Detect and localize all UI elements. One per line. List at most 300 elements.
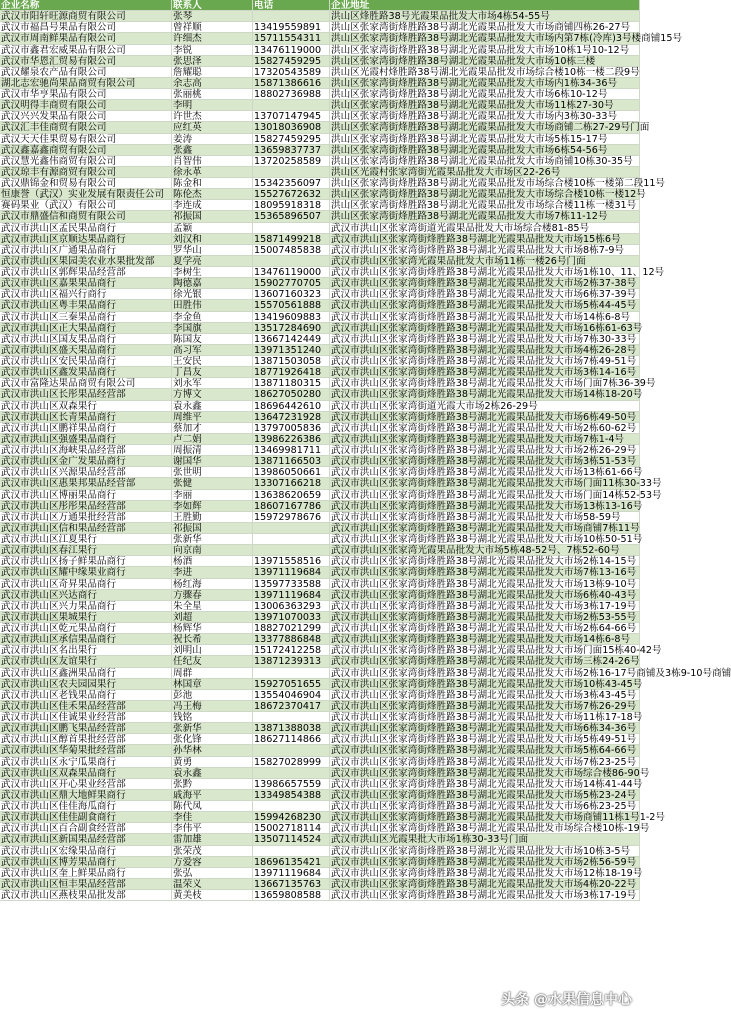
- company-address: 武汉市洪山区张家湾街道光霞果品批发大市场综合楼81-85号: [330, 223, 640, 234]
- table-row: [0, 189, 646, 201]
- table-row: [0, 767, 650, 779]
- phone-number: [253, 846, 330, 857]
- company-address: 武汉市洪山区光霞果批大市场1栋30-33号门面: [330, 834, 640, 845]
- contact-person: 罗华山: [172, 245, 253, 256]
- header-address: 企业地址: [330, 0, 640, 11]
- table-row: [0, 634, 640, 645]
- contact-person: 杨辉华: [172, 623, 253, 634]
- phone-number: [253, 768, 330, 779]
- contact-person: 方骤春: [172, 590, 253, 601]
- company-address: 武汉市洪山区张家湾街烽胜路38号湖北光霞果品批发大市场12栋18-19号: [331, 867, 643, 879]
- company-address: 洪山区张家湾街烽胜路38号湖北光霞果品批发市场综合楼10栋一楼第二段11号: [331, 178, 666, 189]
- company-address: 洪山区光霞村烽胜路38号湖北光霞果品批发市场综合楼10栋一楼二段9号: [331, 66, 640, 78]
- phone-number: 18095918318: [253, 200, 330, 211]
- table-row: [0, 500, 643, 512]
- company-address: 武汉市洪山区张家湾街烽胜路38号湖北光霞果品批发大市场商铺11栋1号1-2号: [331, 812, 666, 824]
- table-row: [0, 200, 640, 211]
- contact-person: 李明: [172, 100, 253, 111]
- contact-person: 张健: [172, 478, 253, 489]
- table-row: [0, 723, 640, 734]
- table-row: [0, 211, 640, 222]
- table-row: [0, 234, 640, 245]
- company-address: 武汉市洪山区张家湾街烽胜路38号湖北光霞果品批发大市场16栋61-63号: [331, 322, 643, 334]
- table-row: [0, 645, 662, 657]
- table-row: [0, 300, 640, 311]
- company-address: 武汉市洪山区张家湾街烽胜路38号湖北光霞果品批发大市场7栋26-29号: [330, 701, 640, 712]
- contact-person: 陈伦杰: [172, 189, 253, 200]
- company-address: 武汉市洪山区张家湾光霞果品批发大市场5栋48-52号、7栋52-60号: [330, 545, 640, 556]
- phone-number: 13647231928: [253, 412, 330, 423]
- table-row: [0, 801, 640, 812]
- phone-number: 13971070033: [253, 612, 330, 623]
- table-row: [0, 245, 640, 256]
- table-row: [0, 757, 640, 768]
- company-name: 武汉市洪山区农夫园园果行: [0, 679, 172, 690]
- company-address: 武汉市洪山区张家湾街烽胜路38号湖北光霞果品批发大市场6栋37-39号: [330, 289, 640, 300]
- company-name: 武汉市洪山区佳诚果业经营部: [0, 712, 172, 723]
- company-address: 武汉市洪山区张家湾街烽胜路38号湖北光霞果品批发大市场2栋60-62号: [330, 423, 640, 434]
- contact-person: 袁永鑫: [172, 768, 253, 779]
- company-name: 武汉市洪山区兴源果品经营部: [0, 467, 172, 478]
- table-row: [0, 67, 640, 78]
- phone-number: 13018036908: [253, 122, 330, 133]
- company-address: 武汉市洪山区张家湾街烽胜路38号湖北光霞果品批发大市场10栋50-51号: [331, 534, 643, 545]
- table-row: [0, 734, 640, 745]
- table-row: [0, 690, 640, 701]
- phone-number: 13797005836: [253, 423, 330, 434]
- company-name: 武汉市洪山区佳禾果品经营部: [0, 701, 172, 712]
- company-name: 武汉市洪山区福兴行商行: [0, 289, 172, 300]
- company-name: 武汉天天佳果贸易有限公司: [0, 134, 172, 145]
- company-address: 洪山区光霞村张家湾街光霞果品批发大市场区22-26号: [330, 167, 640, 178]
- company-address: 武汉市洪山区张家湾街烽胜路38号湖北光霞果品批发大市场6栋34-36号: [330, 723, 640, 734]
- phone-number: 13971119684: [253, 567, 330, 578]
- table-row: [0, 412, 640, 423]
- company-name: 武汉市洪山区果城果行: [0, 612, 172, 623]
- table-row: [0, 423, 640, 434]
- company-address: 洪山区张家湾街烽胜路38号湖北光霞果品批发市场综合楼11栋一楼31号: [330, 200, 640, 211]
- table-row: [0, 156, 640, 167]
- contact-person: 许世杰: [172, 111, 253, 122]
- company-name: 武汉市洪山区佳佳海瓜商行: [0, 801, 172, 812]
- table-row: [0, 256, 640, 267]
- table-row: [0, 45, 640, 56]
- phone-number: 13707147945: [253, 111, 330, 122]
- phone-number: 13377886848: [253, 634, 330, 645]
- contact-person: 杨酒: [172, 556, 253, 567]
- company-address: 武汉市洪山区张家湾街烽胜路38号湖北光霞果品批发大市场6栋40-43号: [330, 590, 640, 601]
- company-name: 武汉市洪山区博丽果品商行: [0, 490, 172, 501]
- company-name: 武汉市洪山区兴达商行: [0, 590, 172, 601]
- table-row: [0, 401, 640, 412]
- phone-number: 13419559891: [253, 22, 330, 33]
- company-name: 武汉市洪山区盛天果品商行: [0, 345, 172, 356]
- contact-person: 袁永鑫: [172, 401, 253, 412]
- phone-number: 13986226386: [253, 434, 330, 445]
- contact-person: 祁振国: [172, 211, 253, 222]
- watermark: 头条 @水果信息中心: [501, 992, 632, 1008]
- company-address: 武汉市洪山区张家湾街烽胜路38号湖北光霞果品批发大市场1栋10、11、12号: [331, 267, 665, 278]
- contact-person: 张丽桃: [172, 89, 253, 100]
- company-name: 湖北志宏驰尚果品商贸有限公司: [0, 78, 172, 89]
- company-name: 武汉市洪山区宏缘果品商行: [0, 846, 172, 857]
- table-row: [0, 356, 640, 367]
- company-address: 武汉市洪山区张家湾街烽胜路38号湖北光霞果品批发大市场4栋20-22号: [330, 879, 640, 890]
- company-address: 武汉市洪山区张家湾街烽胜路38号湖北光霞果品批发大市场门面15栋40-42号: [331, 645, 662, 657]
- company-address: 武汉市洪山区张家湾街烽胜路38号湖北光霞果品批发大市场13栋13-16号: [331, 500, 643, 512]
- company-address: 武汉市洪山区张家湾街烽胜路38号湖北光霞果品批发大市场门面14栋52-53号: [331, 489, 662, 501]
- phone-number: 13667135763: [253, 879, 330, 890]
- table-row: [0, 812, 666, 824]
- company-address: 洪山区烽胜路38号光霞果品批发大市场4栋54-55号: [330, 11, 640, 22]
- contact-person: 周振清: [172, 445, 253, 456]
- phone-number: 13517284690: [253, 323, 330, 334]
- phone-number: 13971119684: [253, 590, 330, 601]
- company-address: 洪山区张家湾街烽胜路38号湖北光霞果品批发大市场内1栋34-36号: [330, 78, 640, 89]
- company-name: 武汉市洪山区安民果品商行: [0, 356, 172, 367]
- header-contact: 联系人: [172, 0, 253, 11]
- contact-person: 林国章: [172, 679, 253, 690]
- company-address: 武汉市洪山区张家湾街烽胜路38号湖北光霞果品批发市场综合楼10栋-19号: [331, 823, 650, 835]
- contact-person: 张思泽: [172, 56, 253, 67]
- contact-person: 温荣义: [172, 879, 253, 890]
- company-name: 武汉市洪山区恒丰果品经营部: [0, 879, 172, 890]
- contact-person: 方爱容: [172, 857, 253, 868]
- company-name: 武汉兴兴发果品有限公司: [0, 111, 172, 122]
- phone-number: 13307166218: [253, 478, 330, 489]
- table-row: [0, 656, 640, 667]
- company-name: 武汉市洪山区永宁瓜果商行: [0, 757, 172, 768]
- phone-number: 18802736988: [253, 89, 330, 100]
- phone-number: 13986657559: [253, 779, 330, 790]
- phone-number: [253, 256, 330, 267]
- contact-person: 张琴: [172, 11, 253, 22]
- contact-person: 李连成: [172, 200, 253, 211]
- phone-number: 18627050280: [253, 389, 330, 400]
- company-name: 武汉市洪山区鼎大地鲜果商行: [0, 790, 172, 801]
- contact-person: 王胜勤: [172, 512, 253, 523]
- phone-number: 15902770705: [253, 278, 330, 289]
- company-name: 武汉市洪山区强盛果品商行: [0, 434, 172, 445]
- company-address: 武汉市洪山区张家湾街烽胜路38号湖北光霞果品批发大市场11栋17-18号: [331, 712, 643, 723]
- company-address: 武汉市洪山区张家湾街烽胜路38号湖北光霞果品批发大市场14栋18-20号: [331, 389, 643, 401]
- table-row: [0, 623, 640, 634]
- phone-number: 18771926418: [253, 367, 330, 378]
- table-row: [0, 322, 643, 334]
- contact-person: 陈代凤: [172, 801, 253, 812]
- company-name: 武汉市洪山区乾元果品商行: [0, 623, 172, 634]
- phone-number: 15342356097: [253, 178, 330, 189]
- company-address: 武汉市洪山区张家湾街烽胜路38号湖北光霞果品批发大市场2栋14-15号: [330, 556, 640, 567]
- table-row: [0, 745, 640, 756]
- company-name: 武汉市洪山区长彤果品经营部: [0, 389, 172, 400]
- company-name: 武汉市阳轩旺源商贸有限公司: [0, 11, 172, 22]
- company-name: 武汉市洪山区承信果品商行: [0, 634, 172, 645]
- contact-person: 陈金和: [172, 178, 253, 189]
- company-address: 洪山区张家湾街烽胜路38号湖北光霞果品批发大市场10栋三楼: [330, 56, 640, 67]
- contact-person: 徐光银: [172, 289, 253, 300]
- company-name: 武汉市洪山区燕枝果品批发部: [0, 890, 172, 901]
- company-address: 武汉市洪山区张家湾街烽胜路38号湖北光霞果品批发大市场7栋13-16号: [330, 567, 640, 578]
- contact-person: 李进: [172, 567, 253, 578]
- company-name: 武汉市洪山区郭辉果品经营部: [0, 267, 172, 278]
- contact-person: 刘明山: [172, 645, 253, 656]
- contact-person: 向京南: [172, 545, 253, 556]
- company-name: 武汉市洪山区嘉果果品商行: [0, 278, 172, 289]
- company-address: 洪山区张家湾街烽胜路38号湖北光霞果品批发大市场6栋54-56号: [330, 145, 640, 156]
- contact-person: 李树生: [172, 267, 253, 278]
- phone-number: 15827459295: [253, 56, 330, 67]
- company-address: 武汉市洪山区张家湾街烽胜路38号湖北光霞果品批发大市场5栋23-24号: [330, 790, 640, 801]
- phone-number: 13971351240: [253, 345, 330, 356]
- contact-person: 蔡加才: [172, 423, 253, 434]
- table-row: [0, 545, 640, 556]
- company-address: 武汉市洪山区张家湾街烽胜路38号湖北光霞果品批发大市场58-59号: [330, 512, 640, 523]
- table-row: [0, 278, 640, 289]
- phone-number: 13554046904: [253, 690, 330, 701]
- phone-number: 15007485838: [253, 245, 330, 256]
- table-header: [0, 0, 640, 11]
- company-address: 洪山区张家湾街烽胜路38号湖北光霞果品批发大市场内3栋30-33号: [330, 111, 640, 122]
- company-name: 武汉市洪山区奇昇果品商行: [0, 579, 172, 590]
- phone-number: 13659837737: [253, 145, 330, 156]
- table-row: [0, 100, 640, 111]
- company-name: 武汉市华亨果品有限公司: [0, 89, 172, 100]
- company-address: 武汉市洪山区张家湾街烽胜路38号湖北光霞果品批发大市场2栋16-17号商铺及3栋9-10号商铺: [331, 667, 731, 679]
- phone-number: 13720258589: [253, 156, 330, 167]
- contact-person: 周群: [172, 668, 253, 679]
- table-row: [0, 890, 640, 901]
- table-row: [0, 312, 640, 323]
- company-address: 武汉市洪山区张家湾街烽胜路38号湖北光霞果品批发大市场7栋30-33号: [330, 334, 640, 345]
- phone-number: [253, 668, 330, 679]
- company-address: 洪山区张家湾街烽胜路38号湖北光霞果品批发大市场商铺四栋26-27号: [330, 22, 640, 33]
- contact-person: 张世明: [172, 467, 253, 478]
- contact-person: 李国旗: [172, 323, 253, 334]
- company-address: 洪山区张家湾街烽胜路38号湖北光霞果品批发大市场商铺10栋30-35号: [330, 156, 640, 167]
- table-row: [0, 456, 640, 467]
- table-row: [0, 834, 640, 845]
- contact-person: 张黔: [172, 779, 253, 790]
- company-address: 武汉市洪山区张家湾街烽胜路38号湖北光霞果品批发大市场8栋7-9号: [330, 245, 640, 256]
- company-name: 武汉市洪山区海峡果品经营部: [0, 445, 172, 456]
- company-address: 洪山区张家湾街烽胜路38号湖北光霞果品批发大市场5栋15-17号: [330, 134, 640, 145]
- company-name: 武汉汇丰佳商贸有限公司: [0, 122, 172, 133]
- phone-number: [253, 523, 330, 534]
- contact-person: 王安民: [172, 356, 253, 367]
- company-address: 武汉市洪山区张家湾街烽胜路38号湖北光霞果品批发大市场3栋51-53号: [330, 456, 640, 467]
- phone-number: 13419609883: [253, 312, 330, 323]
- company-name: 武汉鼎锦金和贸易有限公司: [0, 178, 172, 189]
- company-address: 洪山区张家湾街烽胜路38号湖北光霞果品批发大市场商铺二栋27-29号门面: [331, 122, 650, 134]
- phone-number: 15827459295: [253, 134, 330, 145]
- company-name: 赛码果业（武汉）有限公司: [0, 200, 172, 211]
- table-row: [0, 678, 643, 690]
- company-address: 武汉市洪山区张家湾街烽胜路38号湖北光霞果品批发大市场10栋43-45号: [331, 678, 643, 690]
- company-name: 武汉市洪山区春江果行: [0, 545, 172, 556]
- company-name: 武汉市洪山区鹏祥果品商行: [0, 423, 172, 434]
- phone-number: 13607160323: [253, 289, 330, 300]
- contact-person: 祝长希: [172, 634, 253, 645]
- company-address: 武汉市洪山区张家湾街烽胜路38号湖北光霞果品批发大市场2栋37-38号: [330, 278, 640, 289]
- company-name: 武汉市洪山区长青果品商行: [0, 412, 172, 423]
- company-name: 武汉市富隆达果品商贸有限公司: [0, 378, 172, 389]
- table-row: [0, 879, 640, 890]
- contact-person: 方博文: [172, 389, 253, 400]
- company-name: 武汉琼丰有源商贸有限公司: [0, 167, 172, 178]
- phone-number: [253, 167, 330, 178]
- company-name: 武汉市洪山区兴力果品商行: [0, 601, 172, 612]
- table-row: [0, 223, 640, 234]
- table-row: [0, 778, 643, 790]
- company-address: 武汉市洪山区张家湾街烽胜路38号湖北光霞果品批发大市场3栋17-19号: [330, 601, 640, 612]
- table-row: [0, 567, 640, 578]
- contact-person: 张弘: [172, 868, 253, 879]
- company-address: 洪山区张家湾街烽胜路38号湖北光霞果品批发大市场内第7栋(冷库)3号楼商铺15号: [331, 33, 683, 45]
- table-row: [0, 556, 640, 567]
- company-name: 武汉市洪山区鹏飞果品经营部: [0, 723, 172, 734]
- company-name: 武汉市洪山区名出果行: [0, 645, 172, 656]
- company-name: 武汉市洪山区孟民果品商行: [0, 223, 172, 234]
- table-row: [0, 867, 643, 879]
- table-row: [0, 579, 640, 590]
- table-row: [0, 534, 643, 545]
- contact-person: 冯王梅: [172, 701, 253, 712]
- company-address: 武汉市洪山区张家湾街烽胜路38号湖北光霞果品批发大市场7栋1-4号: [330, 434, 640, 445]
- company-name: 武汉市洪山区奎上鲜果品商行: [0, 868, 172, 879]
- company-address: 武汉市洪山区张家湾街道光霞大市场2栋26-29号: [330, 401, 640, 412]
- contact-person: 丁昌友: [172, 367, 253, 378]
- company-address: 武汉市洪山区张家湾街烽胜路38号湖北光霞果品批发大市场10栋3-5号: [330, 846, 640, 857]
- company-address: 洪山区张家湾街烽胜路38号湖北光霞果品批发大市场7栋11-12号: [330, 211, 640, 222]
- table-row: [0, 601, 640, 612]
- table-row: [0, 167, 640, 178]
- phone-number: 15994268230: [253, 812, 330, 823]
- company-address: 武汉市洪山区张家湾街烽胜路38号湖北光霞果品批发大市场3栋17-19号: [330, 890, 640, 901]
- company-name: 武汉耀泉农产品有限公司: [0, 67, 172, 78]
- company-name: 武汉市洪山区开心果业经营部: [0, 779, 172, 790]
- company-address: 武汉市洪山区张家湾街烽胜路38号湖北光霞果品批发大市场14栋6-8号: [330, 312, 640, 323]
- contact-person: 张新华: [172, 534, 253, 545]
- phone-number: [253, 712, 330, 723]
- contact-person: 朱全星: [172, 601, 253, 612]
- table-row: [0, 122, 650, 134]
- phone-number: 13507114524: [253, 834, 330, 845]
- company-name: 武汉市鼎盛信和商贸有限公司: [0, 211, 172, 222]
- company-address: 武汉市洪山区张家湾街烽胜路38号湖北光霞果品批发大市场7栋23-25号: [330, 757, 640, 768]
- phone-number: 15527672632: [253, 189, 330, 200]
- phone-number: 15827028999: [253, 757, 330, 768]
- header-phone: 电话: [253, 0, 330, 11]
- company-address: 武汉市洪山区张家湾街烽胜路38号湖北光霞果品批发大市场三栋24-26号: [331, 656, 640, 668]
- phone-number: 18607167786: [253, 501, 330, 512]
- company-address: 武汉市洪山区张家湾街烽胜路38号湖北光霞果品批发大市场商铺7栋11号: [331, 522, 640, 534]
- company-address: 武汉市洪山区张家湾街烽胜路38号湖北光霞果品批发大市场6栋23-25号: [330, 801, 640, 812]
- company-name: 武汉市洪山区惠果邦果品经营部: [0, 478, 172, 489]
- contact-person: 陶德嘉: [172, 278, 253, 289]
- contact-person: 李金鱼: [172, 312, 253, 323]
- phone-number: 13469981711: [253, 445, 330, 456]
- phone-number: 13871503058: [253, 356, 330, 367]
- company-name: 武汉市洪山区老钱果品商行: [0, 690, 172, 701]
- table-row: [0, 445, 640, 456]
- contact-person: 李丽: [172, 490, 253, 501]
- contact-person: 许细杰: [172, 33, 253, 44]
- table-row: [0, 701, 640, 712]
- company-address: 洪山区张家湾街烽胜路38号湖北光霞果品批发大市场6栋10-12号: [330, 89, 640, 100]
- contact-person: 刘永军: [172, 378, 253, 389]
- company-name: 武汉市洪山区万通果批经营部: [0, 512, 172, 523]
- company-address: 武汉市洪山区张家湾街烽胜路38号湖北光霞果品批发大市场综合楼86-90号: [331, 767, 650, 779]
- company-address: 洪山区张家湾街烽胜路38号湖北光霞果品批发大市场综合楼10栋一楼12号: [331, 189, 646, 201]
- table-row: [0, 345, 640, 356]
- phone-number: [253, 534, 330, 545]
- phone-number: 18696135421: [253, 857, 330, 868]
- company-name: 武汉市洪山区华菊果批经营部: [0, 745, 172, 756]
- table-row: [0, 22, 640, 33]
- table-row: [0, 111, 640, 122]
- company-name: 武汉市洪山区果园美农业水果批发部: [0, 256, 172, 267]
- company-address: 武汉市洪山区张家湾光霞果品批发大市场11栋一楼26号门面: [330, 256, 640, 267]
- table-row: [0, 289, 640, 300]
- contact-person: 祁振国: [172, 523, 253, 534]
- contact-person: 徐永革: [172, 167, 253, 178]
- table-row: [0, 434, 640, 445]
- table-row: [0, 367, 640, 378]
- phone-number: [253, 11, 330, 22]
- table-row: [0, 612, 640, 623]
- contact-person: 谢国华: [172, 456, 253, 467]
- contact-person: 夏学亮: [172, 256, 253, 267]
- table-row: [0, 334, 640, 345]
- contact-person: 张新华: [172, 723, 253, 734]
- table-row: [0, 667, 731, 679]
- contact-person: 杨红海: [172, 579, 253, 590]
- table-row: [0, 489, 662, 501]
- company-name: 武汉市洪山区彤彤果品经营部: [0, 501, 172, 512]
- table-row: [0, 790, 640, 801]
- contact-person: 戚海平: [172, 790, 253, 801]
- table-row: [0, 33, 683, 45]
- phone-number: 13597733588: [253, 579, 330, 590]
- table-row: [0, 512, 640, 523]
- company-name: 武汉市洪山区双森果行: [0, 401, 172, 412]
- contact-person: 雷加雄: [172, 834, 253, 845]
- phone-number: 15002718114: [253, 823, 330, 834]
- phone-number: 13871239313: [253, 656, 330, 667]
- phone-number: [253, 223, 330, 234]
- company-name: 武汉市洪山区鑫洲果品商行: [0, 668, 172, 679]
- table-row: [0, 478, 662, 490]
- company-address: 武汉市洪山区张家湾街烽胜路38号湖北光霞果品批发大市场2栋56-59号: [330, 857, 640, 868]
- header-company: 企业名称: [0, 0, 172, 11]
- company-address: 武汉市洪山区张家湾街烽胜路38号湖北光霞果品批发大市场13栋9-10号: [330, 579, 640, 590]
- company-name: 武汉市洪山区新国果品经营部: [0, 834, 172, 845]
- company-name: 武汉市洪山区耀中缘果业商行: [0, 567, 172, 578]
- phone-number: 13971558516: [253, 556, 330, 567]
- company-name: 武汉市洪山区正大果品商行: [0, 323, 172, 334]
- table-row: [0, 89, 640, 100]
- company-address: 武汉市洪山区张家湾街烽胜路38号湖北光霞果品批发大市场2栋53-55号: [330, 612, 640, 623]
- phone-number: 13006363293: [253, 601, 330, 612]
- company-address: 洪山区张家湾街烽胜路38号湖北光霞果品批发大市场10栋1号10-12号: [330, 45, 640, 56]
- phone-number: [253, 801, 330, 812]
- phone-number: 15927051655: [253, 679, 330, 690]
- phone-number: 13871388038: [253, 723, 330, 734]
- company-name: 武汉市洪山区三秦果品商行: [0, 312, 172, 323]
- contact-person: 黄美枝: [172, 890, 253, 901]
- contact-person: 张鑫: [172, 145, 253, 156]
